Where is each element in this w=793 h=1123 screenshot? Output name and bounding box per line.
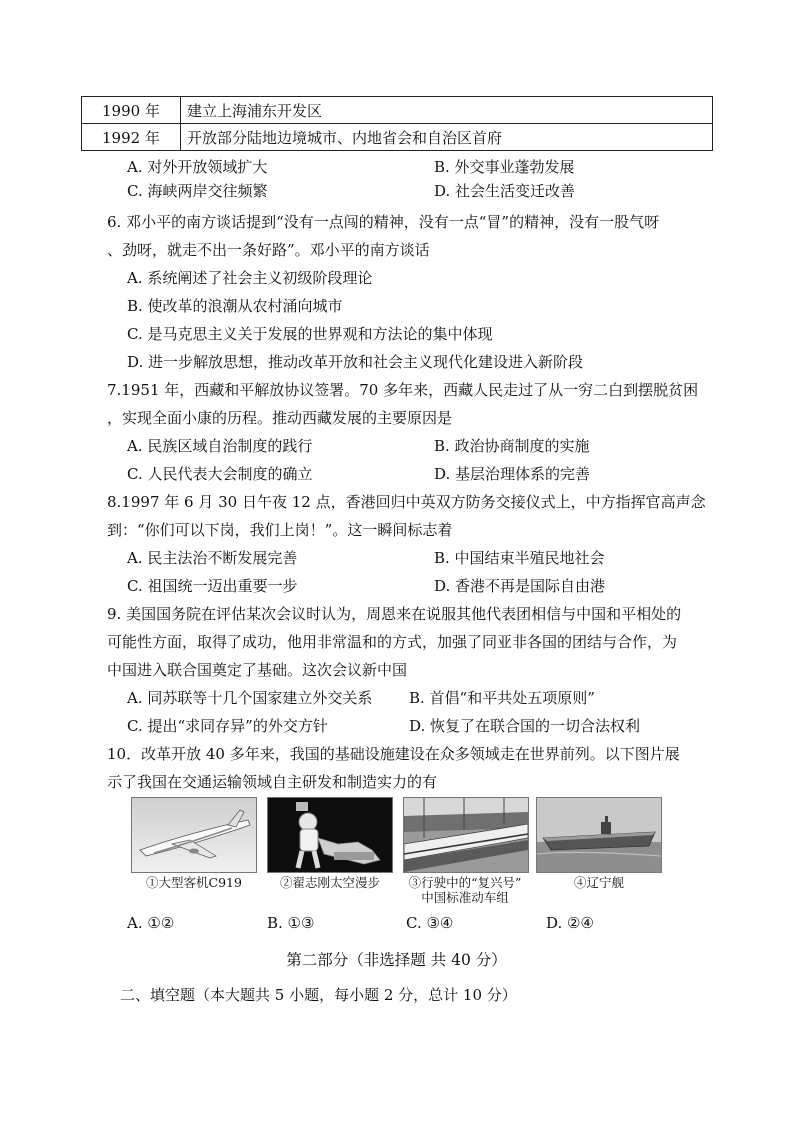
- q10-stem-line1: 10．改革开放 40 多年来，我国的基础设施建设在众多领域走在世界前列。以下图片展: [107, 745, 680, 763]
- q6-option-b: B. 使改革的浪潮从农村涌向城市: [127, 297, 343, 315]
- part-two-title: 第二部分（非选择题 共 40 分）: [286, 951, 507, 969]
- policy-table: [81, 96, 713, 151]
- q7-stem-line2: ，实现全面小康的历程。推动西藏发展的主要原因是: [107, 409, 453, 427]
- q10-option-a: A. ①②: [127, 914, 175, 932]
- q10-option-b: B. ①③: [267, 914, 315, 932]
- liaoning-carrier-photo: [536, 797, 662, 873]
- caption-fuxing-line1: ③行驶中的“复兴号”: [408, 875, 522, 890]
- q9-stem-line3: 中国进入联合国奠定了基础。这次会议新中国: [107, 661, 408, 679]
- q8-stem-line2: 到：“你们可以下岗，我们上岗！”。这一瞬间标志着: [107, 521, 453, 539]
- table-cell-year: 1992 年: [82, 124, 181, 151]
- q10-option-d: D. ②④: [546, 914, 594, 932]
- q5-option-c: C. 海峡两岸交往频繁: [127, 182, 268, 200]
- q7-option-c: C. 人民代表大会制度的确立: [127, 465, 313, 483]
- caption-fuxing-line2: 中国标准动车组: [421, 890, 509, 905]
- caption-liaoning: ④辽宁舰: [573, 875, 624, 890]
- q7-stem-line1: 7.1951 年，西藏和平解放协议签署。70 多年来，西藏人民走过了从一穷二白到摆脱贫困: [107, 381, 699, 399]
- q6-option-d: D. 进一步解放思想，推动改革开放和社会主义现代化建设进入新阶段: [127, 353, 584, 371]
- q7-option-b: B. 政治协商制度的实施: [434, 437, 590, 455]
- q10-option-c: C. ③④: [406, 914, 454, 932]
- q6-option-a: A. 系统阐述了社会主义初级阶段理论: [127, 269, 373, 287]
- table-row: [82, 124, 713, 151]
- q8-option-c: C. 祖国统一迈出重要一步: [127, 577, 298, 595]
- q8-option-a: A. 民主法治不断发展完善: [127, 549, 298, 567]
- q8-stem-line1: 8.1997 年 6 月 30 日午夜 12 点，香港回归中英双方防务交接仪式上，中方指挥官高声念: [107, 493, 706, 511]
- q5-option-a: A. 对外开放领域扩大: [127, 158, 268, 176]
- caption-c919: ①大型客机C919: [146, 875, 242, 890]
- spacewalk-photo: [267, 797, 393, 873]
- q5-option-d: D. 社会生活变迁改善: [434, 182, 576, 200]
- q5-option-b: B. 外交事业蓬勃发展: [434, 158, 575, 176]
- q6-stem-line2: 、劲呀，就走不出一条好路”。邓小平的南方谈话: [107, 241, 430, 259]
- q8-option-d: D. 香港不再是国际自由港: [434, 577, 606, 595]
- q9-stem-line1: 9. 美国国务院在评估某次会议时认为，周恩来在说服其他代表团相信与中国和平相处的: [107, 605, 682, 623]
- q6-stem-line1: 6. 邓小平的南方谈话提到“没有一点闯的精神，没有一点“冒”的精神，没有一股气呀: [107, 213, 660, 231]
- c919-airliner-photo: [131, 797, 257, 873]
- q9-stem-line2: 可能性方面，取得了成功，他用非常温和的方式，加强了同亚非各国的团结与合作，为: [107, 633, 678, 651]
- q9-option-a: A. 同苏联等十几个国家建立外交关系: [127, 689, 373, 707]
- q9-option-d: D. 恢复了在联合国的一切合法权利: [409, 717, 641, 735]
- caption-spacewalk: ②翟志刚太空漫步: [279, 875, 380, 890]
- table-cell-event: 开放部分陆地边境城市、内地省会和自治区首府: [181, 124, 713, 151]
- table-row: [82, 97, 713, 124]
- q8-option-b: B. 中国结束半殖民地社会: [434, 549, 605, 567]
- fuxing-train-photo: [403, 797, 529, 873]
- table-cell-event: 建立上海浦东开发区: [181, 97, 713, 124]
- q6-option-c: C. 是马克思主义关于发展的世界观和方法论的集中体现: [127, 325, 493, 343]
- fill-in-section-heading: 二、填空题（本大题共 5 小题，每小题 2 分，总计 10 分）: [120, 986, 517, 1004]
- q9-option-c: C. 提出“求同存异”的外交方针: [127, 717, 328, 735]
- table-cell-year: 1990 年: [82, 97, 181, 124]
- q10-stem-line2: 示了我国在交通运输领域自主研发和制造实力的有: [107, 773, 438, 791]
- q9-option-b: B. 首倡“和平共处五项原则”: [409, 689, 595, 707]
- q7-option-a: A. 民族区域自治制度的践行: [127, 437, 313, 455]
- q7-option-d: D. 基层治理体系的完善: [434, 465, 591, 483]
